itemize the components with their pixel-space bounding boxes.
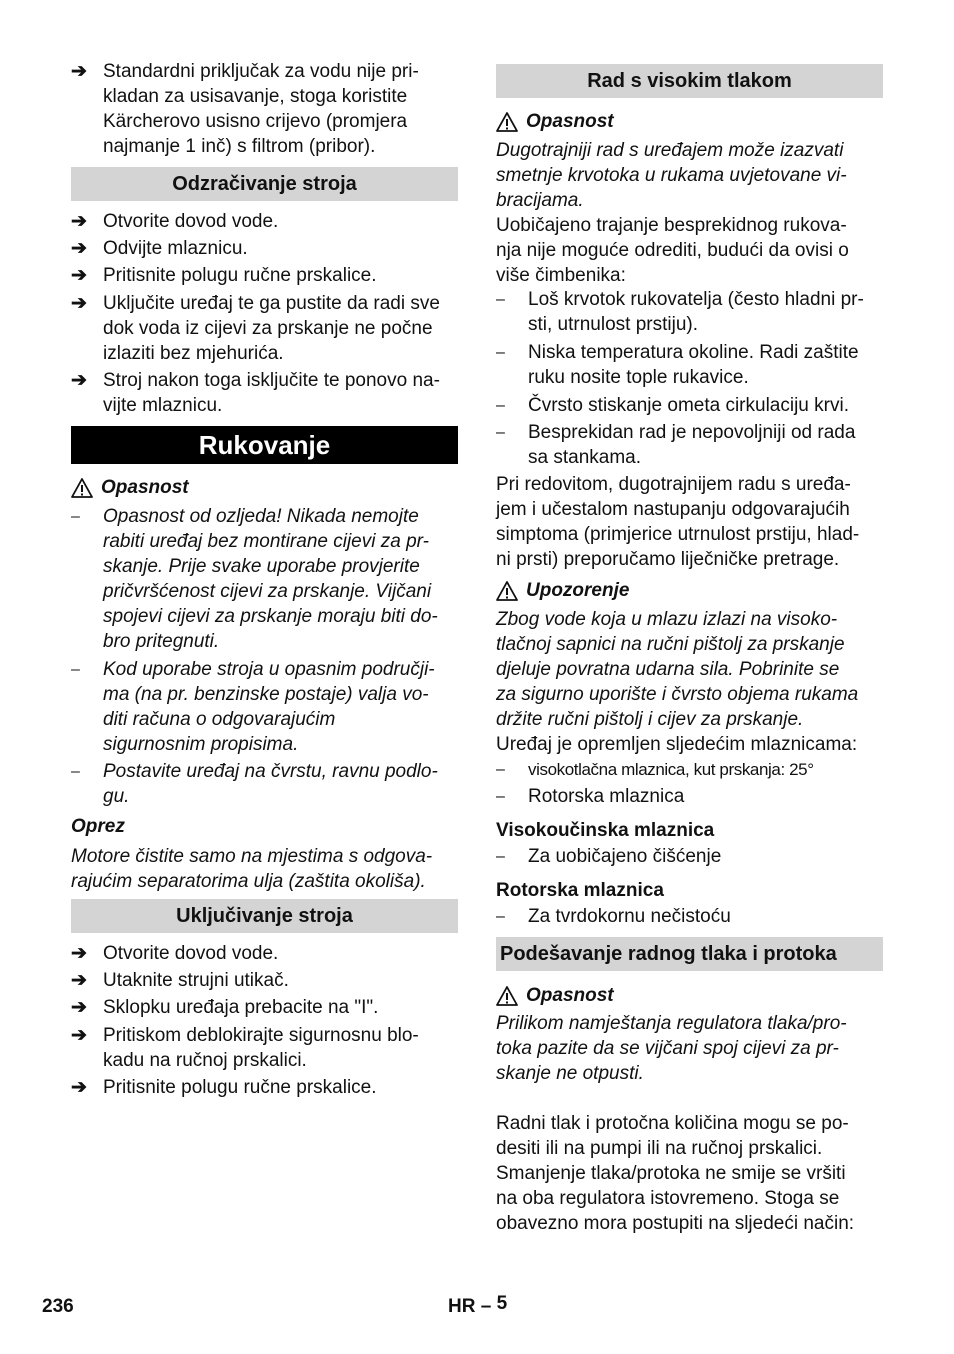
intro-bullet: ➔ Standardni priključak za vodu nije pri- kladan za usisavanje, stoga koristite Kärcherovo usisno crijevo (promjera najmanje 1 inč) s filtrom (pribor). (71, 61, 419, 157)
list-item: – Kod uporabe stroja u opasnim područji- ma (na pr. benzinske postaje) valja vo- diti računa o odgovarajućim sigurnosnim propisima. (71, 659, 435, 755)
list-item: ➔ Pritisnite polugu ručne prskalice. (71, 1077, 377, 1098)
list-item: – Za uobičajeno čišćenje (496, 846, 722, 867)
list-item: – Čvrsto stiskanje ometa cirkulaciju krvi. (496, 395, 849, 416)
list-item: – Niska temperatura okoline. Radi zaštite ruku nosite tople rukavice. (496, 342, 859, 388)
subheading-rotor: Rotorska mlaznica (496, 880, 664, 901)
list-item: ➔ Otvorite dovod vode. (71, 211, 279, 232)
caution-text: Motore čistite samo na mjestima s odgova- rajućim separatorima ulja (zaštita okoliša). (71, 846, 433, 892)
arrow-right-icon: ➔ (71, 1025, 87, 1046)
list-item: ➔ Stroj nakon toga isključite te ponovo na- vijte mlaznicu. (71, 370, 440, 416)
dash-bullet: – (71, 661, 80, 678)
arrow-right-icon: ➔ (71, 943, 87, 964)
dash-bullet: – (496, 908, 505, 925)
arrow-right-icon: ➔ (71, 211, 87, 232)
danger-text: Prilikom namještanja regulatora tlaka/pro- toka pazite da se vijčani spoj cijevi za pr- skanje ne otpusti. (496, 1013, 847, 1084)
paragraph: Radni tlak i protočna količina mogu se po- desiti ili na pumpi ili na ručnoj prskalici. Smanjenje tlaka/protoka ne smije se vršiti na oba regulatora istovremeno. Stoga se obavezno mora postupiti na sljedeći način: (496, 1113, 855, 1234)
list-item: – Loš krvotok rukovatelja (često hladni pr- sti, utrnulost prstiju). (496, 289, 864, 335)
list-item: – Za tvrdokornu nečistoću (496, 906, 731, 927)
section-heading-switch-on: Uključivanje stroja (71, 899, 458, 933)
chapter-title: Rukovanje (71, 426, 458, 464)
list-item: – Rotorska mlaznica (496, 786, 685, 807)
danger-text: Dugotrajniji rad s uređajem može izazvati smetnje krvotoka u rukama uvjetovane vi- bracijama. (496, 140, 847, 211)
separator: – (480, 1296, 492, 1317)
danger-label: Opasnost (496, 983, 883, 1008)
warning-triangle-icon (496, 986, 518, 1006)
danger-label: Opasnost (496, 109, 883, 134)
dash-bullet: – (71, 763, 80, 780)
dash-bullet: – (71, 508, 80, 525)
arrow-right-icon: ➔ (71, 61, 87, 82)
section-heading-high-pressure: Rad s visokim tlakom (496, 64, 883, 98)
list-item: ➔ Odvijte mlaznicu. (71, 238, 248, 259)
paragraph: Uobičajeno trajanje besprekidnog rukova- nja nije moguće odrediti, budući da ovisi o više čimbenika: (496, 215, 849, 286)
list-item: ➔ Utaknite strujni utikač. (71, 970, 289, 991)
nozzles-intro: Uređaj je opremljen sljedećim mlaznicama: (496, 734, 858, 755)
arrow-right-icon: ➔ (71, 265, 87, 286)
caution-label: Oprez (71, 816, 125, 837)
paragraph: Pri redovitom, dugotrajnijem radu s uređa- jem i učestalom nastupanju odgovarajućih simptoma (primjerice utrnulost prstiju, hlad- ni prsti) preporučamo liječničke pretrage. (496, 474, 860, 570)
arrow-right-icon: ➔ (71, 1077, 87, 1098)
warning-label: Upozorenje (496, 578, 883, 603)
dash-bullet: – (496, 397, 505, 414)
list-item: – visokotlačna mlaznica, kut prskanja: 25° (496, 757, 883, 782)
arrow-right-icon: ➔ (71, 970, 87, 991)
list-item: ➔ Pritisnite polugu ručne prskalice. (71, 265, 377, 286)
arrow-right-icon: ➔ (71, 238, 87, 259)
list-item: ➔ Sklopku uređaja prebacite na "I". (71, 997, 379, 1018)
section-heading-pressure-adjust: Podešavanje radnog tlaka i protoka (496, 937, 883, 971)
arrow-right-icon: ➔ (71, 370, 87, 391)
warning-triangle-icon (496, 112, 518, 132)
section-heading-venting: Odzračivanje stroja (71, 167, 458, 201)
list-item: – Postavite uređaj na čvrstu, ravnu podlo- gu. (71, 761, 438, 807)
warning-text: Zbog vode koja u mlazu izlazi na visoko- tlačnoj sapnici na ručni pištolj za prskanje djeluje povratna udarna sila. Pobrinite se za sigurno uporište i čvrsto objema rukama držite ručni pištolj i cijev za prskanje. (496, 609, 859, 730)
local-page-number: 5 (496, 1293, 508, 1314)
list-item: – Opasnost od ozljeda! Nikada nemojte rabiti uređaj bez montirane cijevi za pr- skanje. Prije svake uporabe provjerite pričvršćenost cijevi za prskanje. Vijčani spojevi cijevi za prskanje moraju biti do- bro pritegnuti. (71, 506, 438, 652)
warning-triangle-icon (71, 478, 93, 498)
footer-section (448, 1293, 508, 1318)
dash-bullet: – (496, 788, 505, 805)
page-number: 236 (42, 1296, 74, 1317)
dash-bullet: – (496, 424, 505, 441)
dash-bullet: – (496, 344, 505, 361)
list-item: ➔ Uključite uređaj te ga pustite da radi sve dok voda iz cijevi za prskanje ne počne izlaziti bez mjehurića. (71, 293, 440, 364)
arrow-right-icon: ➔ (71, 997, 87, 1018)
list-item: – Besprekidan rad je nepovoljniji od rada sa stankama. (496, 422, 856, 468)
subheading-high-performance: Visokoučinska mlaznica (496, 820, 715, 841)
dash-bullet: – (496, 291, 505, 308)
list-item: ➔ Otvorite dovod vode. (71, 943, 279, 964)
danger-label: Opasnost (71, 475, 458, 500)
arrow-right-icon: ➔ (71, 293, 87, 314)
dash-bullet: – (496, 761, 505, 778)
dash-bullet: – (496, 848, 505, 865)
warning-triangle-icon (496, 581, 518, 601)
section-label: HR (448, 1296, 476, 1317)
list-item: ➔ Pritiskom deblokirajte sigurnosnu blo- kadu na ručnoj prskalici. (71, 1025, 419, 1071)
